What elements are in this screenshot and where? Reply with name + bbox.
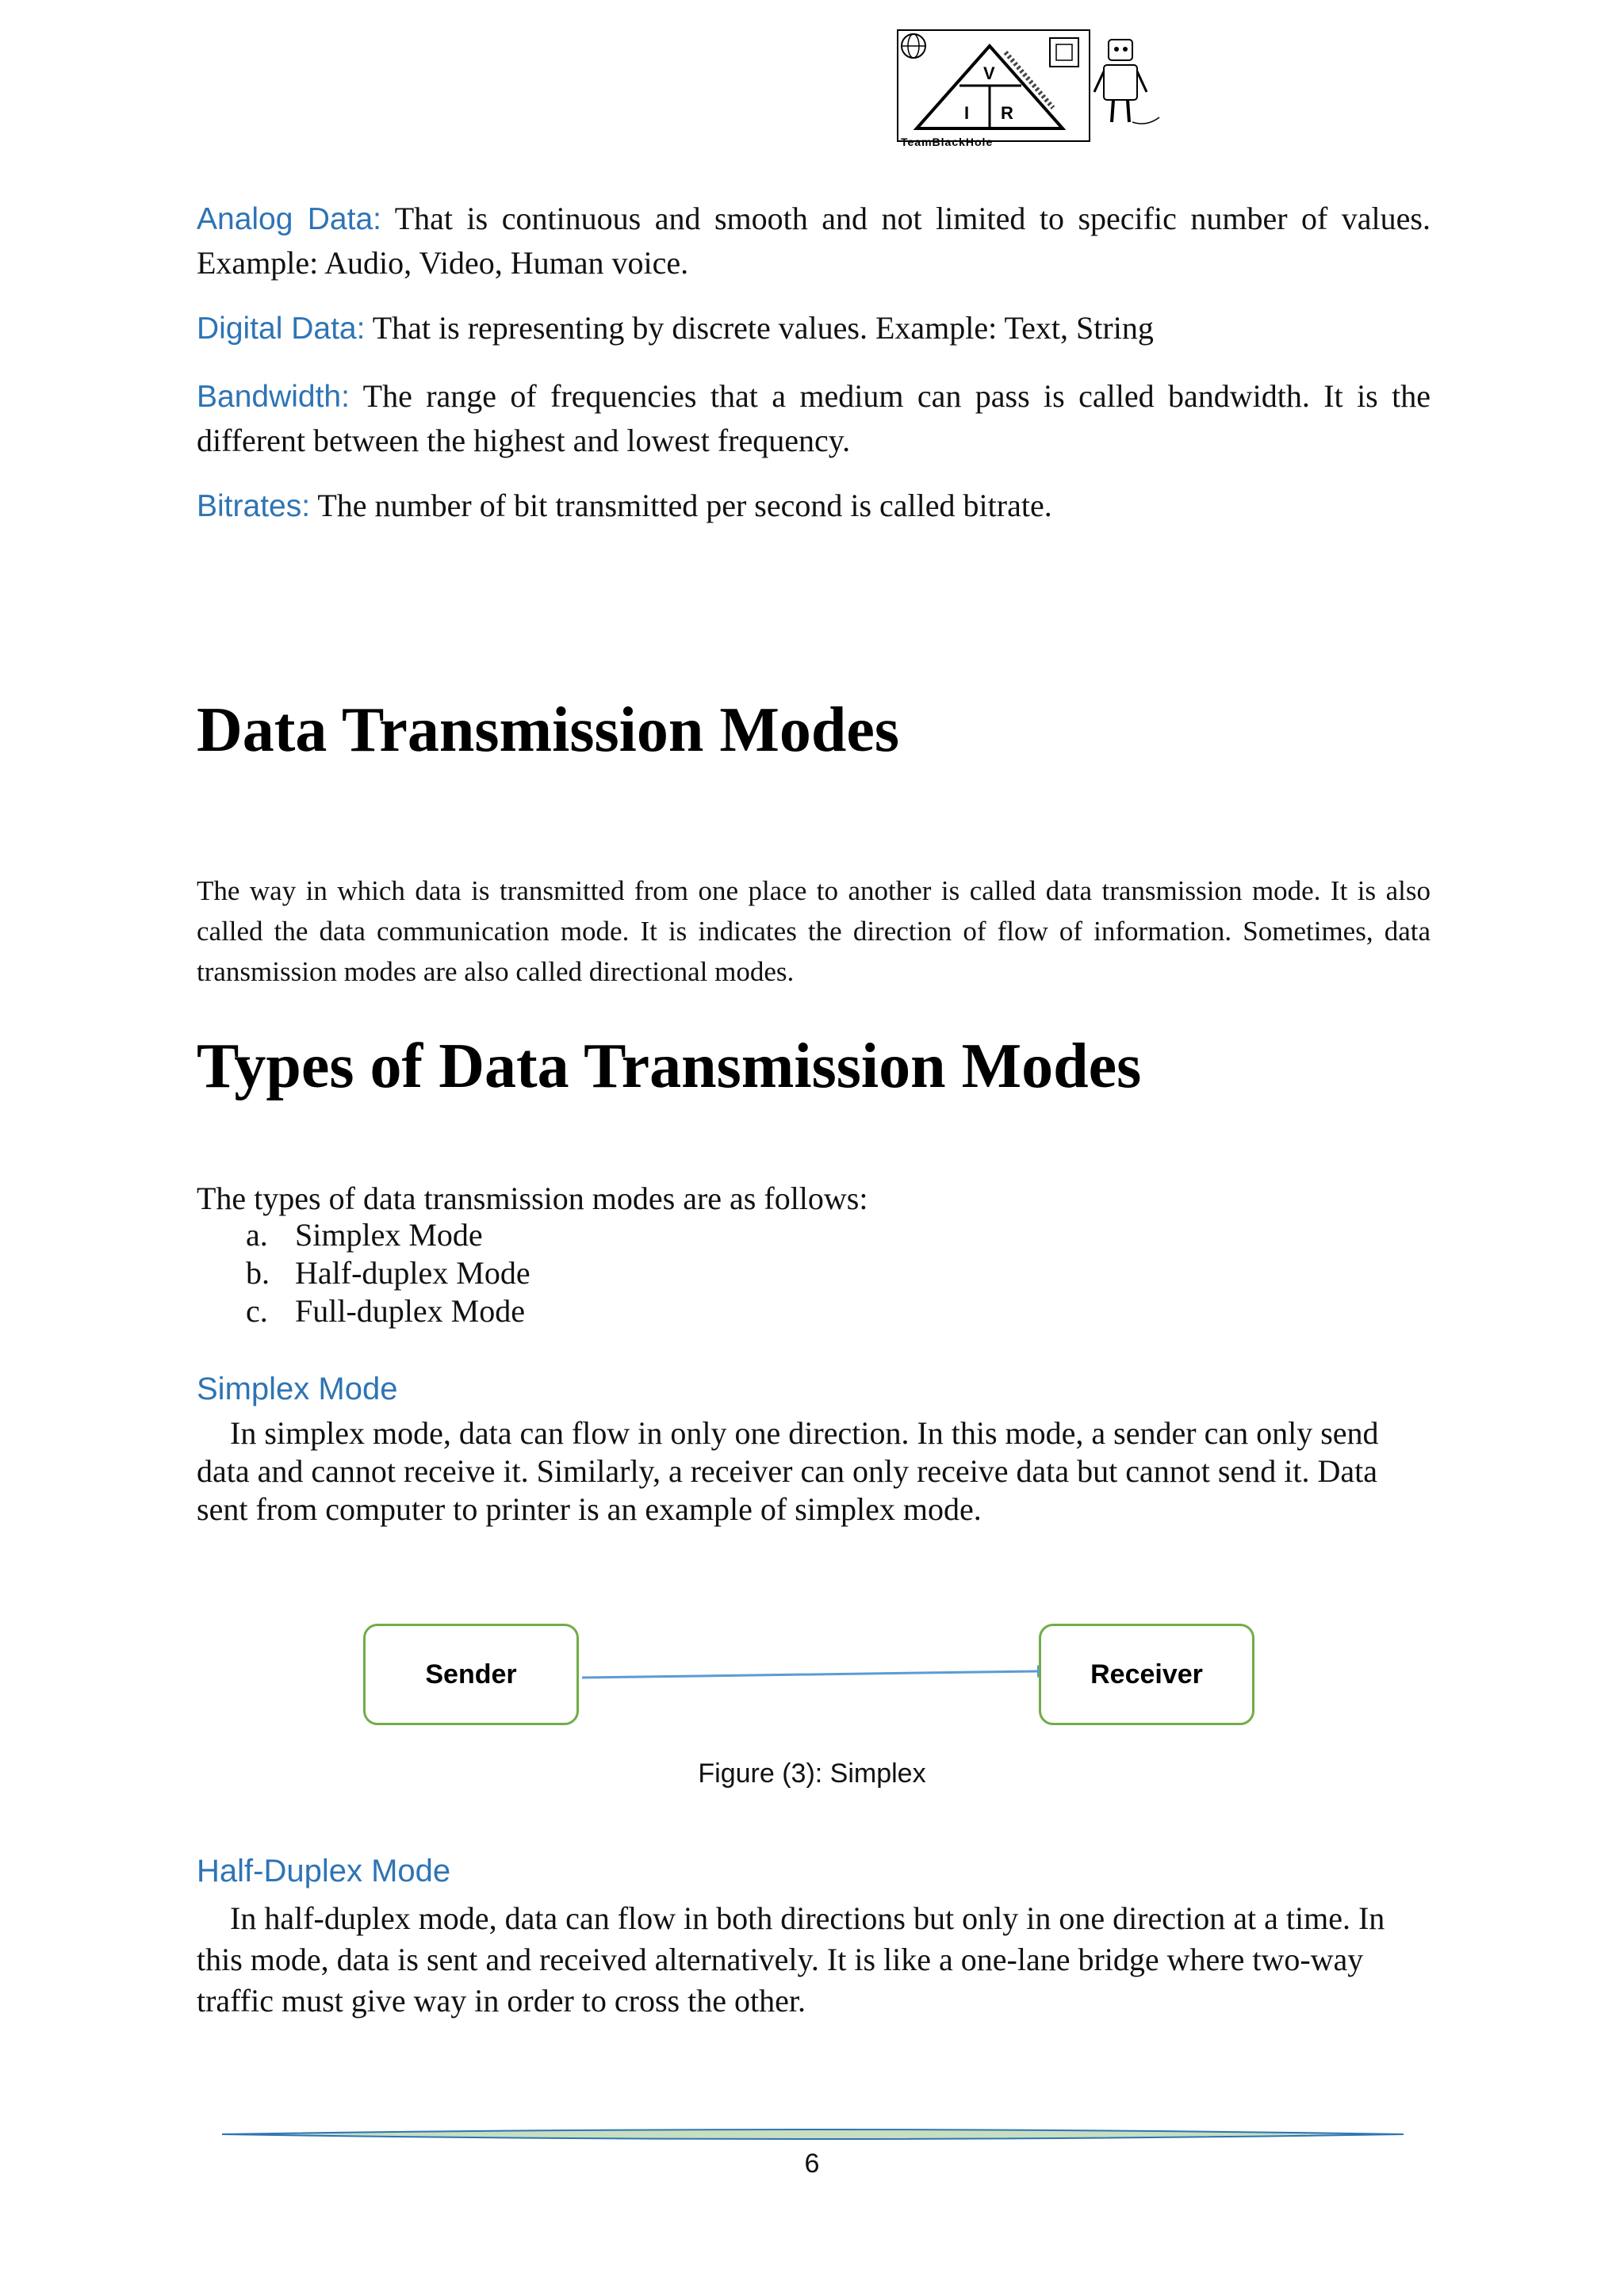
list-item — [246, 1254, 530, 1292]
sender-box — [363, 1624, 579, 1725]
subheading-simplex: Simplex Mode — [197, 1372, 398, 1406]
term-label: Digital Data: — [197, 312, 366, 346]
section-title-types: Types of Data Transmission Modes — [197, 1031, 1142, 1101]
list-label: Simplex Mode — [295, 1217, 483, 1253]
page-number: 6 — [804, 2149, 820, 2179]
definition-text: That is representing by discrete values. Example: Text, String — [365, 310, 1154, 346]
logo-letter-i: I — [964, 103, 970, 123]
list-marker: c. — [246, 1293, 268, 1329]
definition-text: That is continuous and smooth and not limited to specific number of values. Example: Audio, Video, Human voice. — [197, 201, 1431, 281]
team-logo — [894, 29, 1164, 149]
section-paragraph-transmission-modes: The way in which data is transmitted from one place to another is called data transmission mode. It is also called the data communication mode. It is indicates the direction of flow of information. Sometimes, data transmission modes are also called directional modes. — [197, 875, 1431, 987]
term-label: Analog Data: — [197, 202, 381, 236]
logo-letter-r: R — [1001, 103, 1013, 123]
figure-caption: Figure (3): Simplex — [698, 1758, 926, 1789]
definition-bitrates — [197, 484, 1431, 528]
list-item — [246, 1292, 530, 1330]
receiver-label: Receiver — [1090, 1659, 1203, 1689]
robot-icon — [1094, 40, 1159, 124]
term-label: Bitrates: — [197, 489, 311, 523]
definition-text: The range of frequencies that a medium can pass is called bandwidth. It is the different between the highest and lowest frequency. — [197, 378, 1431, 458]
logo-brand-text: TeamBlackHole — [901, 136, 994, 148]
simplex-paragraph: In simplex mode, data can flow in only one direction. In this mode, a sender can only send data and cannot receive it. Similarly, a receiver can only receive data but cannot send it. Data sent from computer to printer is an example of simplex mode. — [197, 1415, 1379, 1527]
definition-digital — [197, 306, 1431, 350]
definition-text: The number of bit transmitted per second is called bitrate. — [310, 488, 1052, 523]
footer-divider — [222, 2126, 1404, 2142]
simplex-arrow — [579, 1654, 1055, 1686]
list-marker: a. — [246, 1217, 268, 1253]
list-marker: b. — [246, 1255, 270, 1291]
logo-letter-v: V — [983, 63, 995, 83]
sender-label: Sender — [425, 1659, 517, 1689]
receiver-box — [1039, 1624, 1254, 1725]
list-label: Half-duplex Mode — [295, 1255, 530, 1291]
half-duplex-paragraph: In half-duplex mode, data can flow in both directions but only in one direction at a time. In this mode, data is sent and received alternatively. It is like a one-lane bridge where two-way traffic must give way in order to cross the other. — [197, 1900, 1385, 2019]
list-item — [246, 1216, 530, 1254]
modes-list — [246, 1216, 530, 1330]
subheading-half-duplex: Half-Duplex Mode — [197, 1854, 451, 1888]
types-intro: The types of data transmission modes are as follows: — [197, 1181, 868, 1216]
list-label: Full-duplex Mode — [295, 1293, 525, 1329]
definition-bandwidth — [197, 374, 1431, 462]
term-label: Bandwidth: — [197, 380, 350, 414]
definition-analog — [197, 197, 1431, 285]
section-title-transmission-modes: Data Transmission Modes — [197, 695, 900, 765]
